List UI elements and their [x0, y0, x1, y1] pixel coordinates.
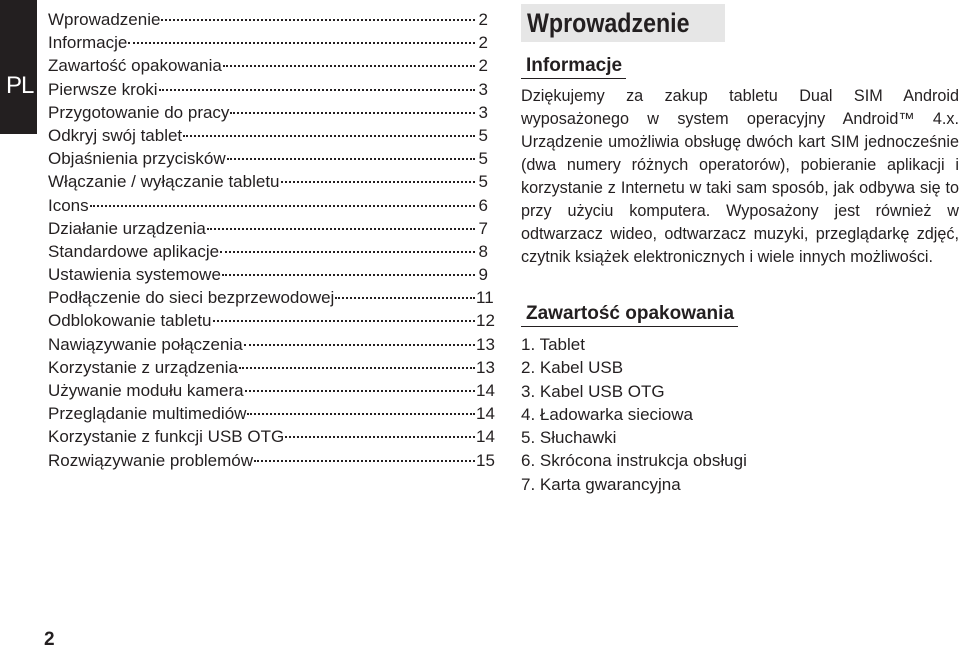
toc-entry-page: 7 — [478, 218, 488, 238]
toc-entry-page: 9 — [478, 265, 488, 285]
package-contents-list — [521, 333, 747, 496]
toc-entry-label: Zawartość opakowania — [48, 56, 222, 76]
toc-entry-page: 14 — [476, 381, 495, 400]
toc-leader-dots — [213, 320, 475, 322]
language-code: PL — [6, 72, 34, 99]
section-heading-info: Informacje — [521, 54, 626, 79]
package-item: 2. Kabel USB — [521, 358, 624, 378]
toc-entry[interactable] — [48, 356, 495, 379]
toc-leader-dots — [159, 89, 475, 91]
toc-leader-dots — [335, 297, 475, 299]
toc-entry-page: 5 — [478, 172, 488, 192]
toc-entry[interactable] — [48, 240, 488, 263]
toc-entry-label: Pierwsze kroki — [48, 79, 158, 99]
toc-leader-dots — [220, 251, 475, 253]
toc-leader-dots — [281, 181, 475, 183]
toc-entry-page: 5 — [478, 149, 488, 169]
toc-entry-label: Działanie urządzenia — [48, 218, 206, 238]
toc-entry-label: Icons — [48, 195, 89, 215]
toc-entry[interactable] — [48, 309, 495, 332]
toc-leader-dots — [245, 390, 475, 392]
toc-entry-label: Korzystanie z urządzenia — [48, 357, 238, 377]
package-item: 6. Skrócona instrukcja obsługi — [521, 451, 747, 471]
section-heading-package: Zawartość opakowania — [521, 302, 738, 327]
toc-entry[interactable] — [48, 286, 494, 309]
toc-entry-label: Nawiązywanie połączenia — [48, 334, 243, 354]
toc-leader-dots — [207, 228, 475, 230]
package-item: 4. Ładowarka sieciowa — [521, 404, 693, 424]
toc-entry[interactable] — [48, 78, 488, 101]
toc-entry[interactable] — [48, 449, 495, 472]
toc-entry-label: Podłączenie do sieci bezprzewodowej — [48, 288, 335, 308]
toc-entry[interactable] — [48, 170, 488, 193]
toc-entry[interactable] — [48, 194, 488, 217]
package-item: 7. Karta gwarancyjna — [521, 474, 681, 494]
toc-leader-dots — [222, 274, 475, 276]
toc-entry-label: Włączanie / wyłączanie tabletu — [48, 172, 280, 192]
toc-entry-page: 2 — [478, 56, 488, 76]
toc-leader-dots — [128, 42, 475, 44]
toc-entry-label: Standardowe aplikacje — [48, 241, 220, 261]
toc-entry[interactable] — [48, 124, 488, 147]
toc-entry-page: 15 — [476, 450, 495, 470]
toc-entry[interactable] — [48, 31, 488, 54]
toc-entry-page: 6 — [478, 195, 488, 215]
language-tab — [0, 0, 37, 134]
toc-entry-page: 14 — [476, 404, 495, 424]
toc-entry[interactable] — [48, 402, 495, 425]
toc-entry-page: 13 — [476, 357, 495, 377]
page-title: Wprowadzenie — [527, 8, 690, 38]
toc-entry-page: 12 — [476, 311, 495, 331]
toc-entry[interactable] — [48, 147, 488, 170]
toc-entry-page: 3 — [478, 79, 488, 99]
page-title-box — [521, 4, 725, 42]
toc-entry-page: 14 — [476, 427, 495, 447]
toc-entry[interactable] — [48, 8, 488, 31]
toc-entry-label: Przygotowanie do pracy — [48, 102, 230, 122]
toc-leader-dots — [247, 413, 475, 415]
toc-entry-page: 8 — [478, 241, 488, 261]
toc-leader-dots — [227, 158, 475, 160]
page-number: 2 — [44, 629, 55, 650]
toc-entry-label: Informacje — [48, 33, 128, 53]
package-item: 3. Kabel USB OTG — [521, 381, 665, 401]
toc-entry-page: 2 — [478, 33, 488, 53]
toc-entry-page: 2 — [478, 10, 488, 29]
toc-entry-label: Ustawienia systemowe — [48, 265, 221, 285]
toc-entry[interactable] — [48, 263, 488, 286]
package-item: 5. Słuchawki — [521, 428, 617, 448]
toc-leader-dots — [161, 19, 475, 21]
toc-entry-page: 5 — [478, 125, 488, 145]
toc-leader-dots — [239, 367, 475, 369]
toc-entry[interactable] — [48, 101, 488, 124]
info-paragraph: Dziękujemy za zakup tabletu Dual SIM Android wyposażonego w system operacyjny Android™ 4.x. Urządzenie umożliwia obsługę dwóch kart SIM jednocześnie (dwa numery różnych operatorów), pobieranie aplikacji i korzystanie z Internetu w taki sam sposób, jak odbywa się to przy użyciu komputera. Wyposażony jest również w odtwarzacz wideo, odtwarzacz muzyki, przeglądarkę zdjęć, czytnik książek elektronicznych i wiele innych możliwości. — [521, 87, 959, 266]
toc-entry-label: Wprowadzenie — [48, 10, 161, 29]
toc-leader-dots — [285, 436, 475, 438]
toc-entry-label: Objaśnienia przycisków — [48, 149, 226, 169]
toc-entry-label: Przeglądanie multimediów — [48, 404, 247, 424]
toc-entry-page: 13 — [476, 334, 495, 354]
toc-entry-label: Odblokowanie tabletu — [48, 311, 212, 331]
toc-entry-label: Korzystanie z funkcji USB OTG — [48, 427, 285, 447]
package-item: 1. Tablet — [521, 335, 585, 354]
toc-entry[interactable] — [48, 333, 495, 356]
toc-entry[interactable] — [48, 425, 495, 448]
table-of-contents — [48, 8, 495, 472]
toc-leader-dots — [244, 344, 475, 346]
toc-entry[interactable] — [48, 379, 495, 402]
toc-entry-label: Rozwiązywanie problemów — [48, 450, 254, 470]
toc-entry-label: Odkryj swój tablet — [48, 125, 183, 145]
toc-leader-dots — [223, 65, 475, 67]
toc-leader-dots — [230, 112, 475, 114]
toc-entry-page: 3 — [478, 102, 488, 122]
toc-entry-page: 11 — [476, 288, 494, 308]
toc-entry-label: Używanie modułu kamera — [48, 381, 244, 400]
toc-leader-dots — [90, 205, 475, 207]
toc-entry[interactable] — [48, 217, 488, 240]
toc-entry[interactable] — [48, 54, 488, 77]
toc-leader-dots — [254, 460, 475, 462]
toc-leader-dots — [183, 135, 475, 137]
